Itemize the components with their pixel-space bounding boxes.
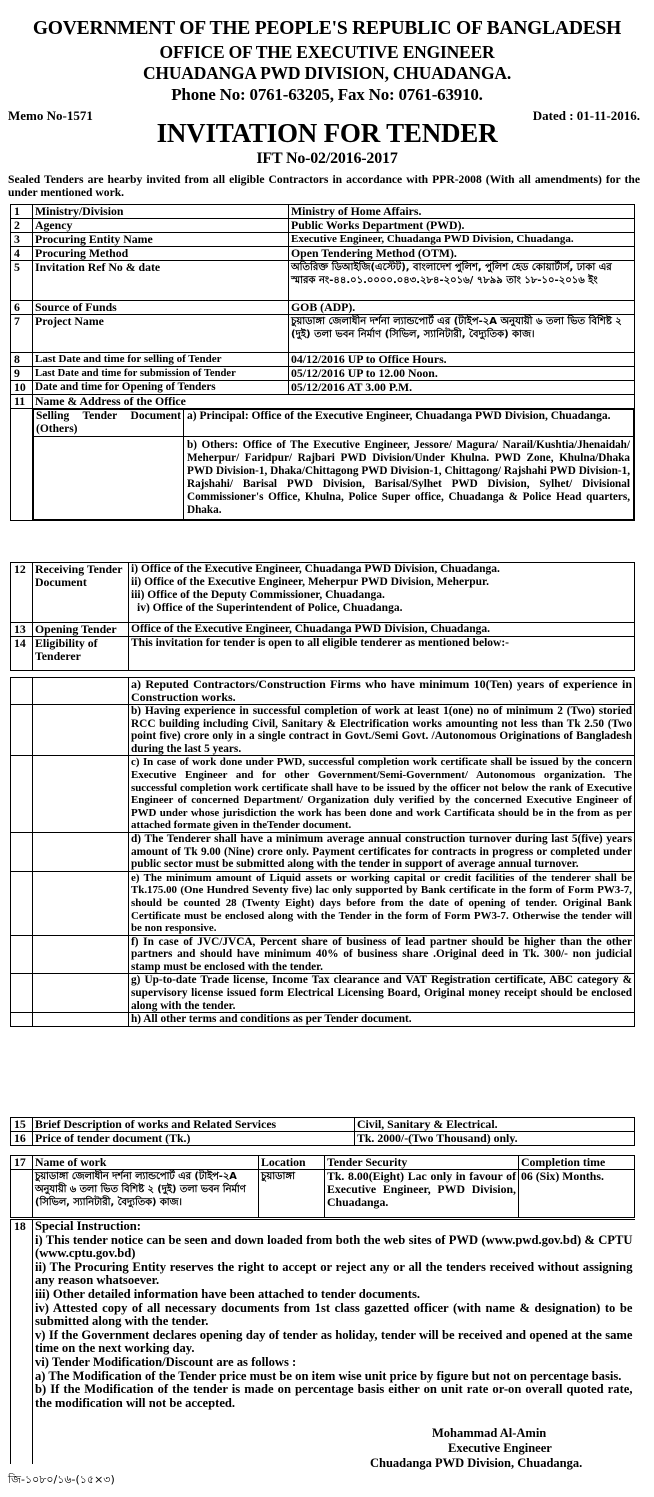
table-row [11,1170,635,1218]
table-row [11,1118,635,1132]
row-label: Date and time for Opening of Tenders [33,381,289,395]
eligibility-h: h) All other terms and conditions as per Tender document. [129,1013,635,1027]
table-row [11,1132,635,1146]
row-number: 5 [11,261,33,301]
selling-others: b) Others: Office of The Executive Engineer, Jessore/ Magura/ Narail/Kushtia/Jhenaidah/ Meherpur/ Faridpur/ Rajbari PWD Division/Under Khulna. PWD Zone, Khulna/Dhaka PWD Division-1, Dhaka/Chittagong PWD Division-1, Chittagong/ Rajshahi PWD Division-1, Rajshahi/ Barisal PWD Division, Barisal/Sylhet PWD Division, Sylhet/ Divisional Commissioner's Office, Khulna, Police Super office, Chuadanga & Police Head quarters, Dhaka. [184,437,634,520]
signatory-office: Chuadanga PWD Division, Chuadanga. [370,1456,583,1470]
work-table [10,1155,635,1218]
table-row [11,219,635,233]
eligibility-table [10,677,635,1027]
selling-label: Selling Tender Document (Others) [34,410,184,437]
receiving-table [10,562,635,671]
row-value: 05/12/2016 UP to 12.00 Noon. [289,367,635,381]
row-label: Project Name [33,315,289,353]
row-label: Ministry/Division [33,205,289,219]
memo-number: Memo No-1571 [8,108,93,123]
row-value: Open Tendering Method (OTM). [289,247,635,261]
list-item: iv) Office of the Superintendent of Police, Chuadanga. [137,602,403,614]
row-label: Procuring Method [33,247,289,261]
row-number: 9 [11,367,33,381]
row-label: Last Date and time for selling of Tender [33,353,289,367]
eligibility-b: b) Having experience in successful completion of work at least 1(one) no of minimum 2 (Two) storied RCC building including Civil, Sanitary & Electrification works amounting not less than Tk 2.50 (Two point five) crore only in a single contract in Govt./Semi Govt. /Autonomous Originations of Bangladesh during the last 5 years. [129,705,635,756]
table-row [11,261,635,301]
row-value: This invitation for tender is open to all eligible tenderer as mentioned below:- [129,637,635,671]
row-number: 17 [11,1156,33,1170]
header-office: OFFICE OF THE EXECUTIVE ENGINEER [159,42,495,62]
table-row [11,247,635,261]
list-item: a) The Modification of the Tender price must be on item wise unit price by figure but not on percentage basis. [35,1368,622,1383]
row-number: 18 [11,1220,33,1464]
table-row [11,301,635,315]
row-label: Brief Description of works and Related Services [33,1118,355,1132]
row-value: Ministry of Home Affairs. [289,205,635,219]
eligibility-g: g) Up-to-date Trade license, Income Tax clearance and VAT Registration certificate, ABC category & supervisory license issued form Electrical Licensing Board, Original money receipt should be enclosed along with the tender. [129,974,635,1013]
table-row [11,563,635,623]
row-label: Name & Address of the Office [33,395,635,409]
eligibility-f: f) In case of JVC/JVCA, Percent share of business of lead partner should be higher than the other partners and should have minimum 40% of business share .Original deed in Tk. 300/- non judicial stamp must be enclosed with the tender. [129,935,635,974]
eligibility-d: d) The Tenderer shall have a minimum average annual construction turnover during last 5(five) years amount of Tk 9.00 (Nine) crore only. Payment certificates for contracts in progress or completed under public sector must be submitted along with the tender in support of average annual turnover. [129,832,635,871]
table-row [11,315,635,353]
row-label: Agency [33,219,289,233]
special-heading: Special Instruction: [35,1219,142,1233]
list-item: v) If the Government declares opening day of tender as holiday, tender will be received and opened at the same time on the next working day. [35,1327,633,1356]
work-completion: 06 (Six) Months. [519,1170,635,1218]
table-row [11,409,635,521]
header-government: GOVERNMENT OF THE PEOPLE'S REPUBLIC OF BANGLADESH [32,18,622,39]
row-number: 14 [11,637,33,671]
row-label: Procuring Entity Name [33,233,289,247]
intro-text: Sealed Tenders are hearby invited from all eligible Contractors in accordance with PPR-2008 (With all amendments) for the under mentioned work. [8,173,640,199]
table-row [11,1156,635,1170]
row-number: 10 [11,381,33,395]
ift-number: IFT No-02/2016-2017 [256,150,398,167]
row-value: Executive Engineer, Chuadanga PWD Division, Chuadanga. [289,233,635,247]
list-item: b) If the Modification of the tender is made on percentage basis either on unit rate or-on overall quoted rate, the modification will not be accepted. [35,1382,633,1410]
row-number: 16 [11,1132,33,1146]
row-value: অতিরিক্ত ডিআইজি(এস্টেট), বাংলাদেশ পুলিশ, পুলিশ হেড কোয়ার্টার্স, ঢাকা এর স্মারক নং-৪৪.০১.০০০০.০৪৩.২৮৪-২০১৬/ ৭৮৯৯ তাং ১৮-১০-২০১৬ ইং [289,261,635,301]
row-number: 7 [11,315,33,353]
col-header-name: Name of work [33,1156,259,1170]
row-label: Receiving Tender Document [33,563,129,623]
col-header-completion: Completion time [519,1156,635,1170]
footer-code: জি-১০৮০/১৬-(১৫×৩) [8,1473,115,1486]
memo-date: Dated : 01-11-2016. [532,108,640,123]
row-number: 2 [11,219,33,233]
receiving-offices [129,563,635,623]
eligibility-c: c) In case of work done under PWD, successful completion work certificate shall be issued by the concern Executive Engineer and for other Government/Semi-Government/ Autonomous organization. The successful completion work certificate shall have to be issued by the officer not below the rank of Executive Engineer of concerned Department/ Organization duly verified by the concerned Executive Engineer of PWD under whose jurisdiction the work has been done and work Cartificata should be in the from as per attached formate given in theTender document. [129,756,635,833]
table-row [11,637,635,671]
row-value: 05/12/2016 AT 3.00 P.M. [289,381,635,395]
table-row [11,353,635,367]
row-number: 6 [11,301,33,315]
list-item: vi) Tender Modification/Discount are as follows : [35,1354,297,1369]
table-row [11,395,635,409]
header-phone: Phone No: 0761-63205, Fax No: 0761-63910. [171,85,483,104]
row-label: Eligibility of Tenderer [33,637,129,671]
list-item: i) Office of the Executive Engineer, Chuadanga PWD Division, Chuadanga. [131,563,500,575]
row-number: 12 [11,563,33,623]
list-item: iv) Attested copy of all necessary documents from 1st class gazetted officer (with name & designation) to be submitted along with the tender. [35,1300,633,1329]
row-value: চুয়াডাঙ্গা জেলাধীন দর্শনা ল্যান্ডপোর্ট এর (টাইপ-২A অনুযায়ী ৬ তলা ভিত বিশিষ্ট ২ (দুই) তলা ভবন নির্মাণ (সিভিল, স্যানিটারী, বৈদ্যুতিক) কাজ। [289,315,635,353]
row-value: GOB (ADP). [289,301,635,315]
row-label: Price of tender document (Tk.) [33,1132,355,1146]
eligibility-e: e) The minimum amount of Liquid assets or working capital or credit facilities of the tenderer shall be Tk.175.00 (One Hundred Seventy five) lac only supported by Bank certificate in the form of Form PW3-7, should be counted 28 (Twenty Eight) days before from the date of opening of tender. Original Bank Certificate must be enclosed along with the Tender in the form of Form PW3-7. Otherwise the tender will be non responsive. [129,871,635,935]
header-division: CHUADANGA PWD DIVISION, CHUADANGA. [142,63,511,83]
table-row [11,623,635,637]
tender-info-table [10,204,635,521]
row-value: Public Works Department (PWD). [289,219,635,233]
signatory-designation: Executive Engineer [448,1441,552,1455]
row-value: Office of the Executive Engineer, Chuadanga PWD Division, Chuadanga. [129,623,635,637]
row-number: 1 [11,205,33,219]
table-row [11,381,635,395]
row-label: Last Date and time for submission of Tender [33,367,289,381]
row-value: Tk. 2000/-(Two Thousand) only. [355,1132,635,1146]
work-security: Tk. 8.00(Eight) Lac only in favour of Executive Engineer, PWD Division, Chuadanga. [325,1170,519,1218]
row-number: 3 [11,233,33,247]
row-number: 15 [11,1118,33,1132]
row-label: Opening Tender [33,623,129,637]
row-value: Civil, Sanitary & Electrical. [355,1118,635,1132]
eligibility-a: a) Reputed Contractors/Construction Firms who have minimum 10(Ten) years of experience in Construction works. [129,678,635,705]
list-item: ii) The Procuring Entity reserves the right to accept or reject any or all the tenders received without assigning any reason whatsoever. [35,1259,633,1288]
row-label: Source of Funds [33,301,289,315]
table-row [11,205,635,219]
work-location: চুয়াডাঙ্গা [259,1170,325,1218]
table-row [11,367,635,381]
row-label: Invitation Ref No & date [33,261,289,301]
row-number: 11 [11,395,33,409]
row-number: 8 [11,353,33,367]
work-name: চুয়াডাঙ্গা জেলাধীন দর্শনা ল্যান্ডপোর্ট এর (টাইপ-২A অনুযায়ী ৬ তলা ভিত বিশিষ্ট ২ (দুই) তলা ভবন নির্মাণ (সিভিল, স্যানিটারী, বৈদ্যুতিক) কাজ। [33,1170,259,1218]
signatory-name: Mohammad Al-Amin [432,1426,547,1440]
row-value: 04/12/2016 UP to Office Hours. [289,353,635,367]
price-table [10,1117,635,1146]
list-item: iii) Other detailed information have been attached to tender documents. [35,1286,421,1301]
selling-principal: a) Principal: Office of the Executive Engineer, Chuadanga PWD Division, Chuadanga. [184,410,634,437]
list-item: ii) Office of the Executive Engineer, Meherpur PWD Division, Meherpur. [131,576,489,588]
col-header-location: Location [259,1156,325,1170]
table-row [11,233,635,247]
list-item: i) This tender notice can be seen and down loaded from both the web sites of PWD (www.pwd.gov.bd) & CPTU (www.cptu.gov.bd) [35,1232,633,1261]
col-header-security: Tender Security [325,1156,519,1170]
list-item: iii) Office of the Deputy Commissioner, Chuadanga. [131,589,385,601]
row-number: 4 [11,247,33,261]
page-title: INVITATION FOR TENDER [156,118,498,148]
row-number: 13 [11,623,33,637]
